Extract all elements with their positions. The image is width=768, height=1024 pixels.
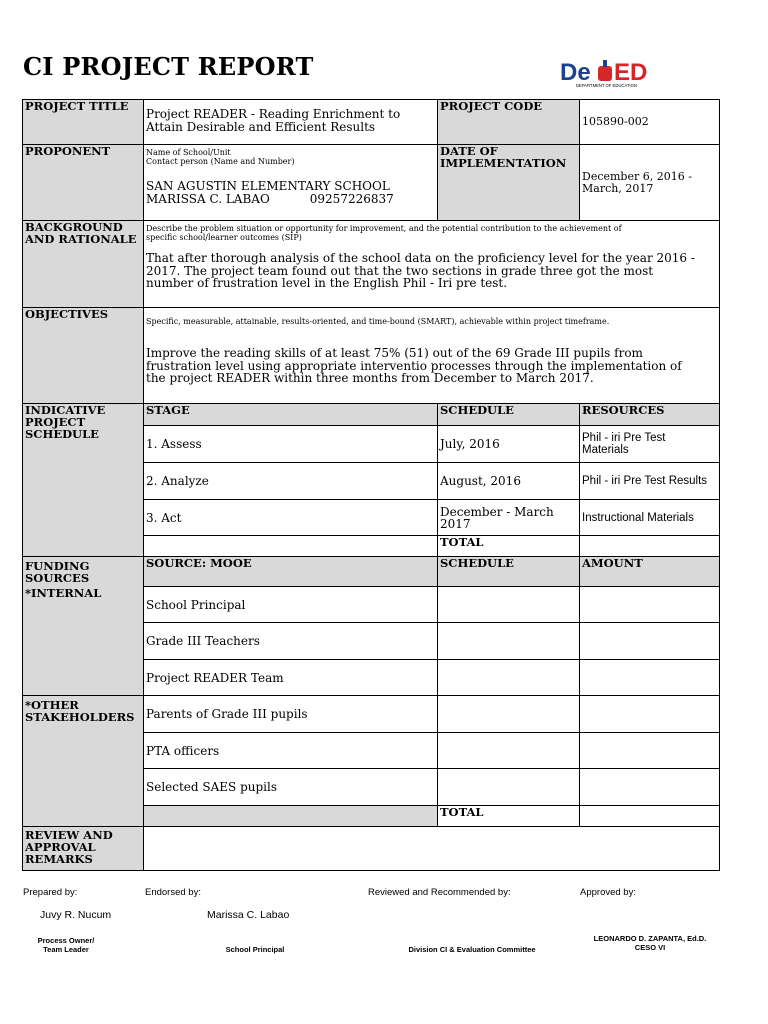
funding-total-value: [580, 806, 720, 827]
funding-schedule-cell: [438, 733, 580, 769]
endorsed-by-name: Marissa C. Labao: [207, 909, 290, 921]
project-title-value: Project READER - Reading Enrichment to Attain Desirable and Efficient Results: [144, 100, 438, 145]
funding-source-cell: PTA officers: [144, 733, 438, 769]
review-remarks-field[interactable]: [144, 827, 720, 871]
proponent-label: PROPONENT: [23, 145, 144, 221]
svg-text:De: De: [560, 59, 591, 86]
project-code-value: 105890-002: [580, 100, 720, 145]
project-title-label: PROJECT TITLE: [23, 100, 144, 145]
funding-amount-cell: [580, 660, 720, 696]
ci-report-table: [22, 99, 720, 871]
endorsed-by-label: Endorsed by:: [145, 887, 201, 898]
endorsed-by-role: School Principal: [225, 945, 285, 954]
funding-schedule-cell: [438, 623, 580, 660]
funding-amount-cell: [580, 769, 720, 806]
other-stakeholders-label: *OTHER STAKEHOLDERS: [23, 696, 144, 827]
resources-cell: Phil - iri Pre Test Results: [580, 463, 720, 500]
prepared-by-label: Prepared by:: [23, 887, 78, 898]
reviewed-by-label: Reviewed and Recommended by:: [368, 887, 511, 898]
funding-amount-cell: [580, 587, 720, 623]
approved-by-label: Approved by:: [580, 887, 636, 898]
contact-number: 09257226837: [309, 191, 394, 206]
background-label: BACKGROUND AND RATIONALE: [23, 221, 144, 308]
funding-source-cell: Project READER Team: [144, 660, 438, 696]
funding-amount-cell: [580, 696, 720, 733]
svg-text:ED: ED: [614, 59, 648, 86]
funding-sources-label: FUNDING SOURCES: [23, 557, 144, 587]
funding-total-label: TOTAL: [438, 806, 580, 827]
funding-schedule-cell: [438, 696, 580, 733]
funding-source-cell: Parents of Grade III pupils: [144, 696, 438, 733]
approved-by-signatory: LEONARDO D. ZAPANTA, Ed.D. CESO VI: [593, 934, 707, 952]
page-title: CI PROJECT REPORT: [23, 52, 314, 81]
deped-logo: [558, 58, 708, 90]
funding-source-cell: Grade III Teachers: [144, 623, 438, 660]
reviewed-by-role: Division CI & Evaluation Committee: [408, 945, 536, 954]
indicative-schedule-label: INDICATIVE PROJECT SCHEDULE: [23, 404, 144, 557]
funding-amount-cell: [580, 623, 720, 660]
torch-icon: [598, 60, 612, 81]
proponent-value: Name of School/Unit Contact person (Name and Number) SAN AGUSTIN ELEMENTARY SCHOOL MARISSA C. LABAO 09257226837: [144, 145, 438, 221]
source-header: SOURCE: MOOE: [144, 557, 438, 587]
funding-schedule-cell: [438, 769, 580, 806]
funding-total-spacer: [144, 806, 438, 827]
funding-schedule-header: SCHEDULE: [438, 557, 580, 587]
svg-text:DEPARTMENT OF EDUCATION: DEPARTMENT OF EDUCATION: [576, 83, 637, 88]
stage-cell: 1. Assess: [144, 426, 438, 463]
objectives-value: Specific, measurable, attainable, results-oriented, and time-bound (SMART), achievable within project timeframe. Improve the reading skills of at least 75% (51) out of the 69 Grade III pupils from frustration level using appropriate interventio processes through the implementation of the project READER within three months from December to March 2017.: [144, 308, 720, 404]
schedule-total-value: [580, 536, 720, 557]
resources-header: RESOURCES: [580, 404, 720, 426]
review-label: REVIEW AND APPROVAL REMARKS: [23, 827, 144, 871]
schedule-total-label: TOTAL: [438, 536, 580, 557]
objectives-label: OBJECTIVES: [23, 308, 144, 404]
funding-source-cell: Selected SAES pupils: [144, 769, 438, 806]
date-of-implementation-label: DATE OF IMPLEMENTATION: [438, 145, 580, 221]
stage-header: STAGE: [144, 404, 438, 426]
contact-name: MARISSA C. LABAO: [146, 191, 270, 206]
funding-schedule-cell: [438, 660, 580, 696]
funding-schedule-cell: [438, 587, 580, 623]
schedule-cell: July, 2016: [438, 426, 580, 463]
schedule-cell: December - March 2017: [438, 500, 580, 536]
schedule-header: SCHEDULE: [438, 404, 580, 426]
stage-cell: 2. Analyze: [144, 463, 438, 500]
schedule-cell: August, 2016: [438, 463, 580, 500]
stage-cell: 3. Act: [144, 500, 438, 536]
schedule-total-spacer: [144, 536, 438, 557]
school-name: SAN AGUSTIN ELEMENTARY SCHOOL: [146, 179, 390, 193]
amount-header: AMOUNT: [580, 557, 720, 587]
prepared-by-role: Process Owner/ Team Leader: [37, 936, 95, 954]
funding-source-cell: School Principal: [144, 587, 438, 623]
background-value: Describe the problem situation or opportunity for improvement, and the potential contribution to the achievement of specific school/learner outcomes (SIP) That after thorough analysis of the school data on the proficiency level for the year 2016 - 2017. The project team found out that the two sections in grade three got the most number of frustration level in the English Phil - Iri pre test.: [144, 221, 720, 308]
project-code-label: PROJECT CODE: [438, 100, 580, 145]
resources-cell: Instructional Materials: [580, 500, 720, 536]
date-of-implementation-value: December 6, 2016 - March, 2017: [580, 145, 720, 221]
funding-amount-cell: [580, 733, 720, 769]
resources-cell: Phil - iri Pre Test Materials: [580, 426, 720, 463]
prepared-by-name: Juvy R. Nucum: [40, 909, 112, 921]
internal-label: *INTERNAL: [23, 587, 144, 696]
